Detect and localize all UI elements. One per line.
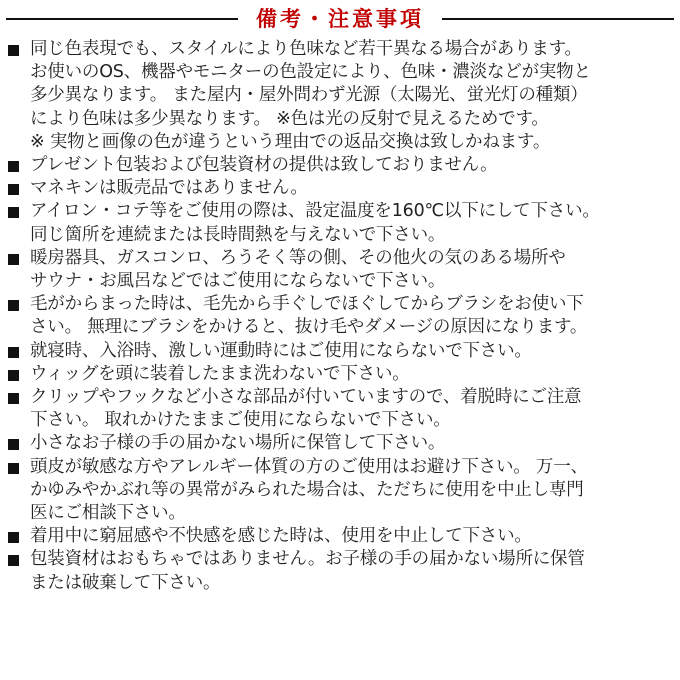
note-item: [0, 293, 680, 339]
note-line: クリップやフックなど小さな部品が付いていますので、着脱時にご注意: [30, 387, 582, 408]
note-item: [0, 177, 680, 200]
note-line: アイロン・コテ等をご使用の際は、設定温度を160℃以下にして下さい。: [30, 201, 600, 222]
note-line: 毛がからまった時は、毛先から手ぐしでほぐしてからブラシをお使い下: [30, 294, 584, 315]
note-line: 頭皮が敏感な方やアレルギー体質の方のご使用はお避け下さい。 万一、: [30, 456, 588, 477]
square-bullet-icon: [8, 532, 19, 543]
note-line: 同じ色表現でも、スタイルにより色味など若干異なる場合があります。: [30, 39, 582, 59]
note-line: ※ 実物と画像の色が違うという理由での返品交換は致しかねます。: [30, 131, 551, 152]
note-item: [0, 363, 680, 386]
note-item: [0, 432, 680, 455]
note-item: [0, 200, 680, 246]
header-rule-left: [6, 18, 238, 20]
square-bullet-icon: [8, 463, 19, 474]
note-item: [0, 38, 680, 154]
note-line: 小さなお子様の手の届かない場所に保管して下さい。: [30, 433, 446, 454]
note-line: 下さい。 取れかけたままご使用にならないで下さい。: [30, 410, 451, 431]
note-line: 多少異なります。 また屋内・屋外問わず光源（太陽光、蛍光灯の種類）: [30, 85, 588, 106]
note-line: かゆみやかぶれ等の異常がみられた場合は、ただちに使用を中止し専門: [30, 479, 584, 500]
note-line: マネキンは販売品ではありません。: [30, 178, 308, 199]
square-bullet-icon: [8, 300, 19, 311]
square-bullet-icon: [8, 184, 19, 195]
note-item: [0, 456, 680, 526]
note-item: [0, 386, 680, 432]
note-line: お使いのOS、機器やモニターの色設定により、色味・濃淡などが実物と: [30, 62, 591, 83]
note-line: サウナ・お風呂などではご使用にならないで下さい。: [30, 271, 446, 292]
square-bullet-icon: [8, 207, 19, 218]
note-line: 着用中に窮屈感や不快感を感じた時は、使用を中止して下さい。: [30, 526, 532, 547]
note-line: 包装資材はおもちゃではありません。お子様の手の届かない場所に保管: [30, 549, 585, 570]
note-line: プレゼント包装および包装資材の提供は致しておりません。: [30, 155, 498, 176]
note-line: 暖房器具、ガスコンロ、ろうそく等の側、その他火の気のある場所や: [30, 247, 566, 268]
note-item: [0, 548, 680, 594]
header-rule-right: [442, 18, 674, 20]
note-line: 医にご相談下さい。: [30, 503, 186, 524]
note-line: により色味は多少異なります。 ※色は光の反射で見えるためです。: [30, 108, 549, 129]
note-line: 就寝時、入浴時、激しい運動時にはご使用にならないで下さい。: [30, 340, 532, 361]
square-bullet-icon: [8, 393, 19, 404]
note-item: [0, 247, 680, 293]
square-bullet-icon: [8, 254, 19, 265]
square-bullet-icon: [8, 439, 19, 450]
note-item: [0, 154, 680, 177]
square-bullet-icon: [8, 555, 19, 566]
notes-list: [0, 38, 680, 595]
square-bullet-icon: [8, 161, 19, 172]
note-item: [0, 340, 680, 363]
note-line: ウィッグを頭に装着したまま洗わないで下さい。: [30, 363, 410, 384]
square-bullet-icon: [8, 370, 19, 381]
note-line: 同じ箇所を連続または長時間熱を与えないで下さい。: [30, 224, 446, 245]
square-bullet-icon: [8, 45, 19, 56]
note-line: さい。 無理にブラシをかけると、抜け毛やダメージの原因になります。: [30, 317, 588, 338]
note-item: [0, 525, 680, 548]
page-title: 備考・注意事項: [256, 7, 424, 31]
note-line: または破棄して下さい。: [30, 572, 221, 593]
notes-header: [0, 4, 680, 34]
square-bullet-icon: [8, 347, 19, 358]
